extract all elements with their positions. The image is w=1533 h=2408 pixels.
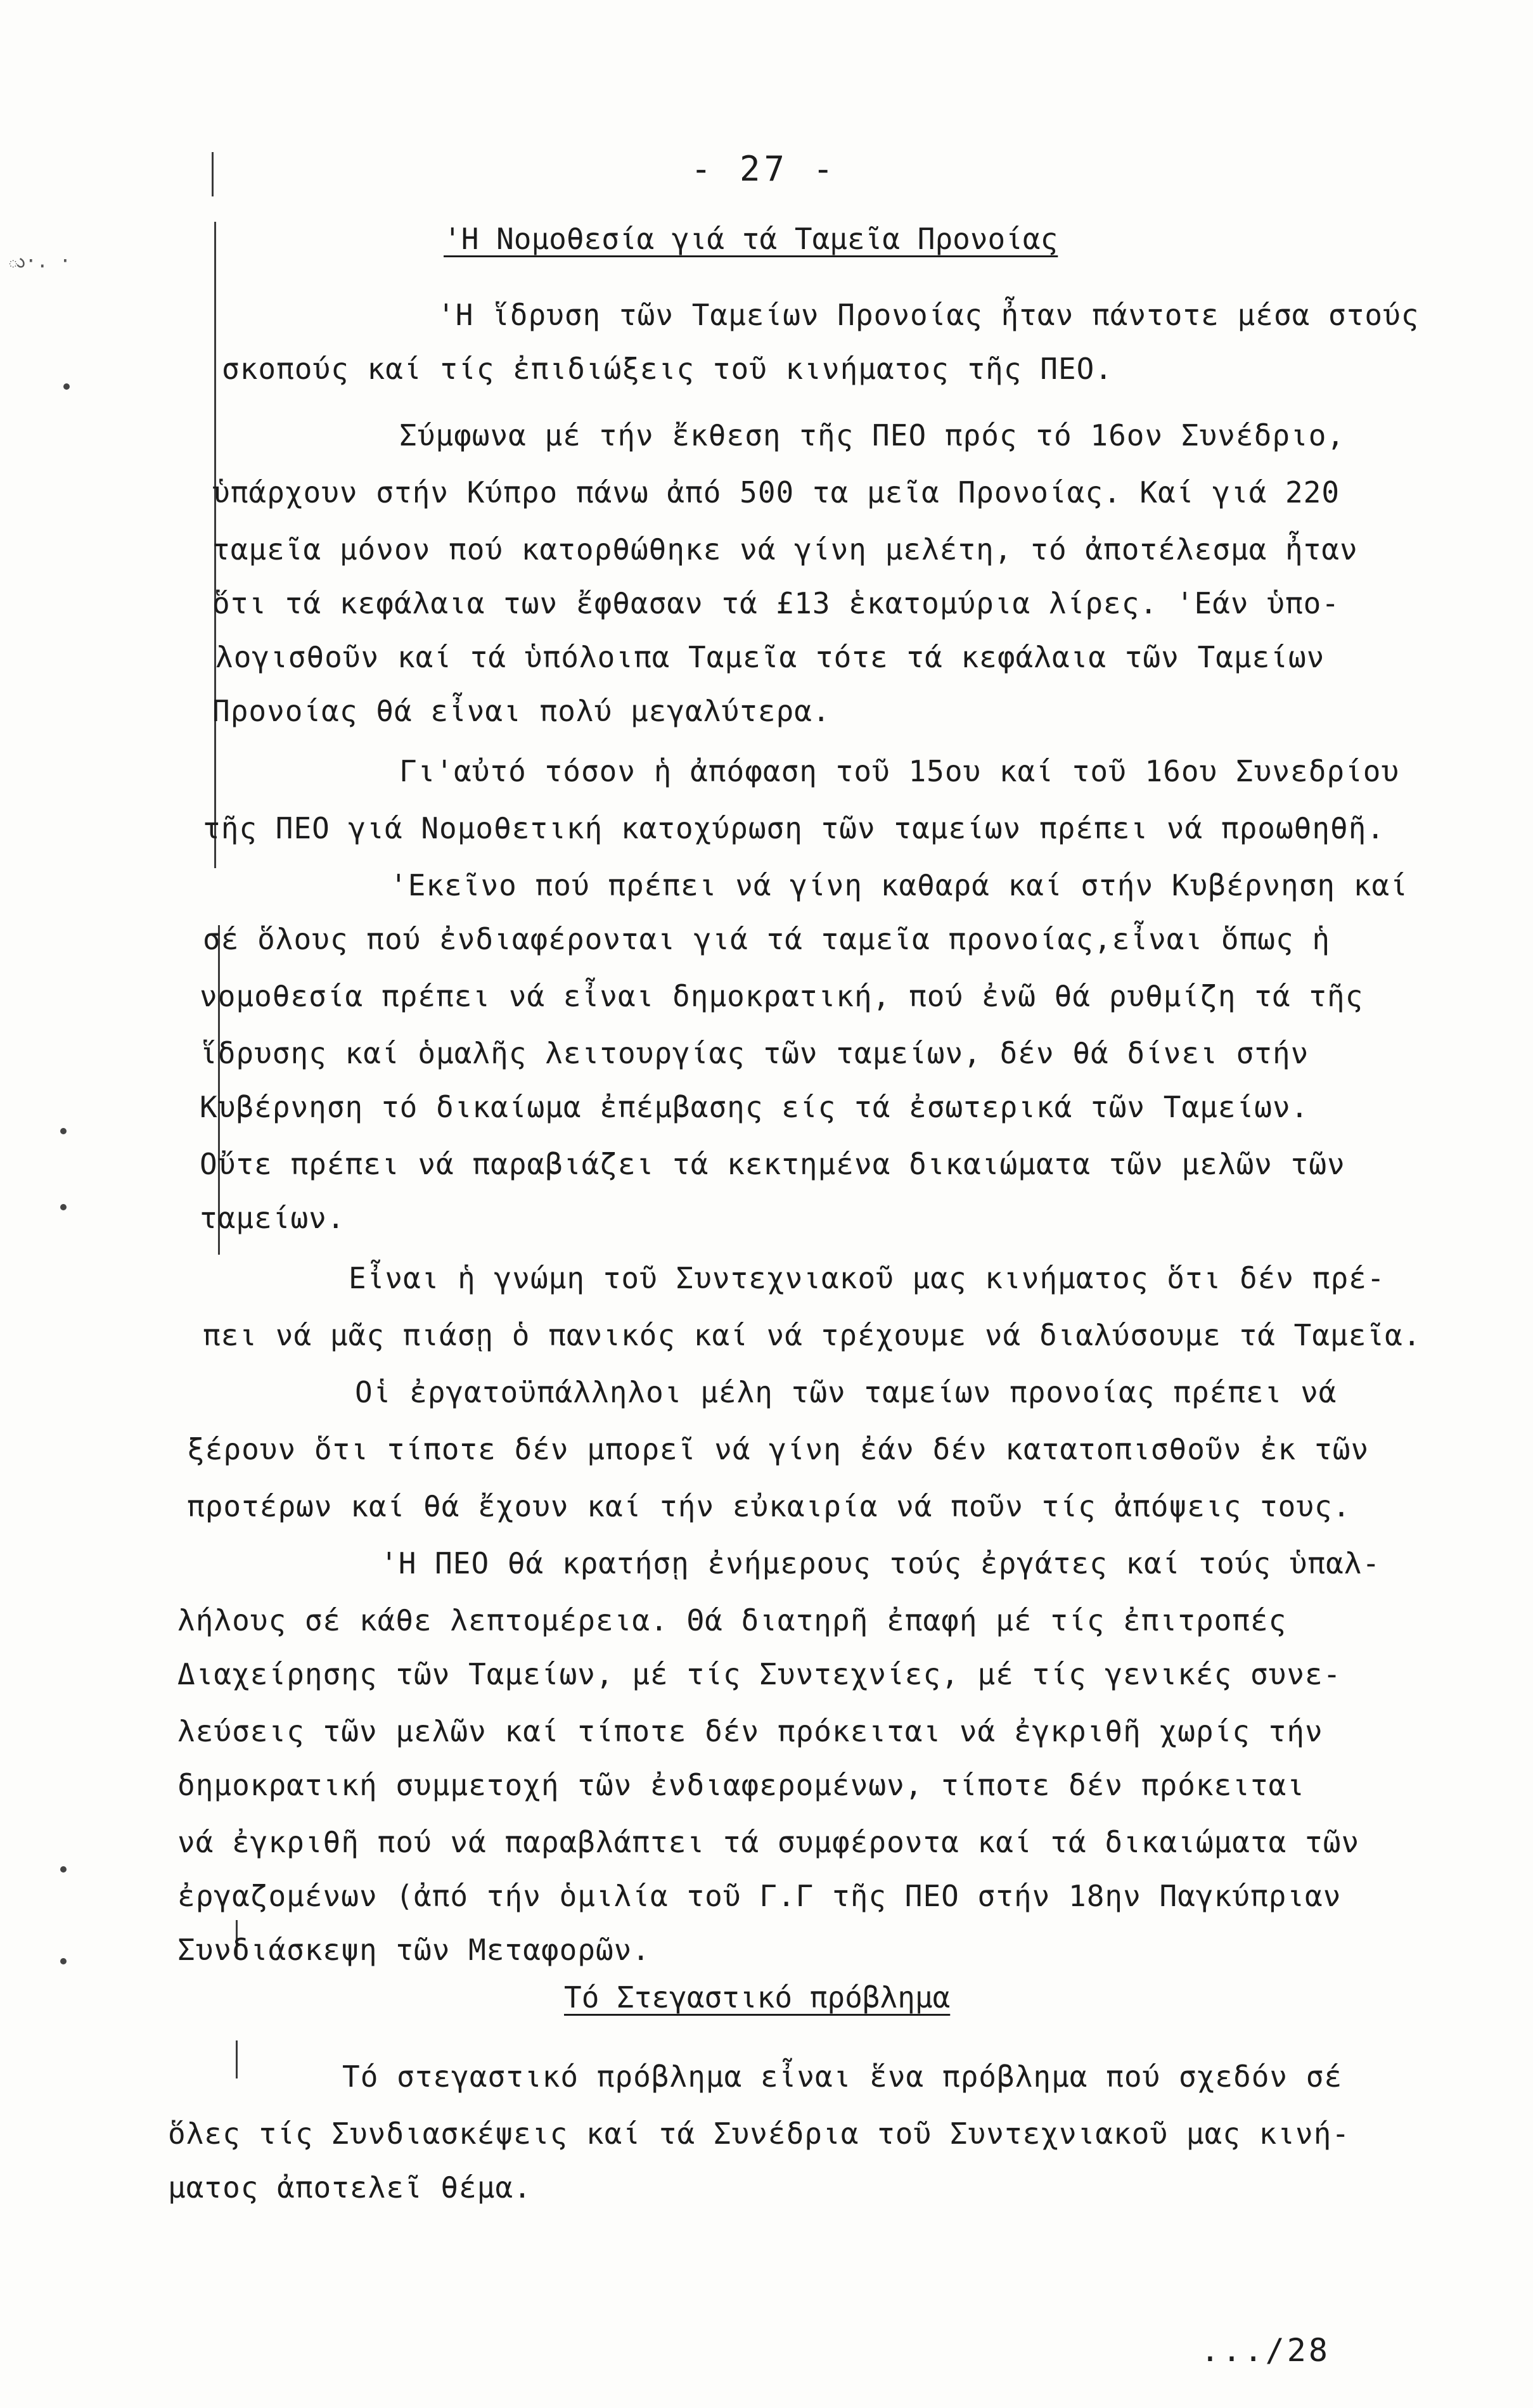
text-line: Οὔτε πρέπει νά παραβιάζει τά κεκτημένα δικαιώματα τῶν μελῶν τῶν [200, 1147, 1345, 1181]
text-line: λεύσεις τῶν μελῶν καί τίποτε δέν πρόκειται νά ἐγκριθῆ χωρίς τήν [177, 1714, 1323, 1748]
text-line: Τό στεγαστικό πρόβλημα εἶναι ἕνα πρόβλημα πού σχεδόν σέ [342, 2059, 1343, 2094]
text-line: τῆς ΠΕΟ γιά Νομοθετική κατοχύρωση τῶν ταμείων πρέπει νά προωθηθῆ. [203, 811, 1385, 845]
text-line: Διαχείρησης τῶν Ταμείων, μέ τίς Συντεχνίες, μέ τίς γενικές συνε- [177, 1657, 1342, 1691]
text-line: ὅτι τά κεφάλαια των ἔφθασαν τά £13 ἑκατομύρια λίρες. 'Εάν ὑπο- [212, 586, 1340, 620]
text-line: Εἶναι ἡ γνώμη τοῦ Συντεχνιακοῦ μας κινήματος ὅτι δέν πρέ- [349, 1261, 1385, 1295]
text-line: Οἱ ἐργατοϋπάλληλοι μέλη τῶν ταμείων προνοίας πρέπει νά [355, 1375, 1337, 1409]
punch-mark [60, 1128, 67, 1134]
punch-mark [60, 1958, 67, 1964]
text-line: νομοθεσία πρέπει νά εἶναι δημοκρατική, πού ἐνῶ θά ρυθμίζη τά τῆς [200, 979, 1364, 1013]
continuation-marker: .../28 [1200, 2332, 1330, 2369]
margin-line [212, 152, 214, 196]
text-line: ματος ἀποτελεῖ θέμα. [168, 2170, 532, 2205]
page-number: - 27 - [691, 149, 838, 189]
punch-mark [63, 383, 70, 390]
section-heading: Τό Στεγαστικό πρόβλημα [564, 1980, 951, 2014]
edge-speck: ు·. · [8, 250, 71, 272]
text-line: σέ ὅλους πού ἐνδιαφέρονται γιά τά ταμεῖα προνοίας,εἶναι ὅπως ἡ [203, 922, 1331, 956]
text-line: ξέρουν ὅτι τίποτε δέν μπορεῖ νά γίνη ἐάν δέν κατατοπισθοῦν ἐκ τῶν [187, 1432, 1369, 1466]
text-line: 'Η ἵδρυση τῶν Ταμείων Προνοίας ἦταν πάντοτε μέσα στούς [437, 298, 1420, 332]
text-line: Προνοίας θά εἶναι πολύ μεγαλύτερα. [212, 694, 831, 728]
text-line: Γι'αὐτό τόσον ἡ ἀπόφαση τοῦ 15ου καί τοῦ 16ου Συνεδρίου [399, 754, 1400, 788]
text-line: Κυβέρνηση τό δικαίωμα ἐπέμβασης είς τά ἐσωτερικά τῶν Ταμείων. [200, 1090, 1309, 1124]
text-line: νά ἐγκριθῆ πού νά παραβλάπτει τά συμφέροντα καί τά δικαιώματα τῶν [177, 1825, 1360, 1859]
punch-mark [60, 1204, 67, 1210]
text-line: δημοκρατική συμμετοχή τῶν ἐνδιαφερομένων, τίποτε δέν πρόκειται [177, 1768, 1305, 1802]
text-line: προτέρων καί θά ἔχουν καί τήν εὐκαιρία νά ποῦν τίς ἀπόψεις τους. [187, 1489, 1351, 1523]
margin-line [236, 2040, 238, 2078]
text-line: ἵδρυσης καί ὁμαλῆς λειτουργίας τῶν ταμείων, δέν θά δίνει στήν [200, 1036, 1309, 1070]
section-heading: 'Η Νομοθεσία γιά τά Ταμεῖα Προνοίας [444, 222, 1058, 256]
text-line: λήλους σέ κάθε λεπτομέρεια. Θά διατηρῆ ἐπαφή μέ τίς ἐπιτροπές [177, 1603, 1287, 1637]
text-line: ταμείων. [200, 1201, 345, 1235]
text-line: 'Εκεῖνο πού πρέπει νά γίνη καθαρά καί στήν Κυβέρνηση καί [390, 868, 1408, 902]
text-line: πει νά μᾶς πιάσῃ ὁ πανικός καί νά τρέχουμε νά διαλύσουμε τά Ταμεῖα. [203, 1318, 1421, 1352]
text-line: ὅλες τίς Συνδιασκέψεις καί τά Συνέδρια τοῦ Συντεχνιακοῦ μας κινή- [168, 2117, 1350, 2151]
text-line: ταμεῖα μόνον πού κατορθώθηκε νά γίνη μελέτη, τό ἀποτέλεσμα ἦταν [212, 532, 1358, 567]
punch-mark [60, 1866, 67, 1873]
text-line: σκοπούς καί τίς ἐπιδιώξεις τοῦ κινήματος τῆς ΠΕΟ. [222, 352, 1113, 386]
text-line: ὑπάρχουν στήν Κύπρο πάνω ἀπό 500 τα μεῖα Προνοίας. Καί γιά 220 [212, 475, 1340, 509]
text-line: Σύμφωνα μέ τήν ἔκθεση τῆς ΠΕΟ πρός τό 16ον Συνέδριο, [399, 418, 1345, 452]
text-line: λογισθοῦν καί τά ὑπόλοιπα Ταμεῖα τότε τά κεφάλαια τῶν Ταμείων [215, 640, 1325, 674]
text-line: 'Η ΠΕΟ θά κρατήσῃ ἐνήμερους τούς ἐργάτες καί τούς ὑπαλ- [380, 1546, 1381, 1580]
text-line: Συνδιάσκεψη τῶν Μεταφορῶν. [177, 1933, 651, 1967]
text-line: ἐργαζομένων (ἀπό τήν ὁμιλία τοῦ Γ.Γ τῆς ΠΕΟ στήν 18ην Παγκύπριαν [177, 1879, 1342, 1913]
